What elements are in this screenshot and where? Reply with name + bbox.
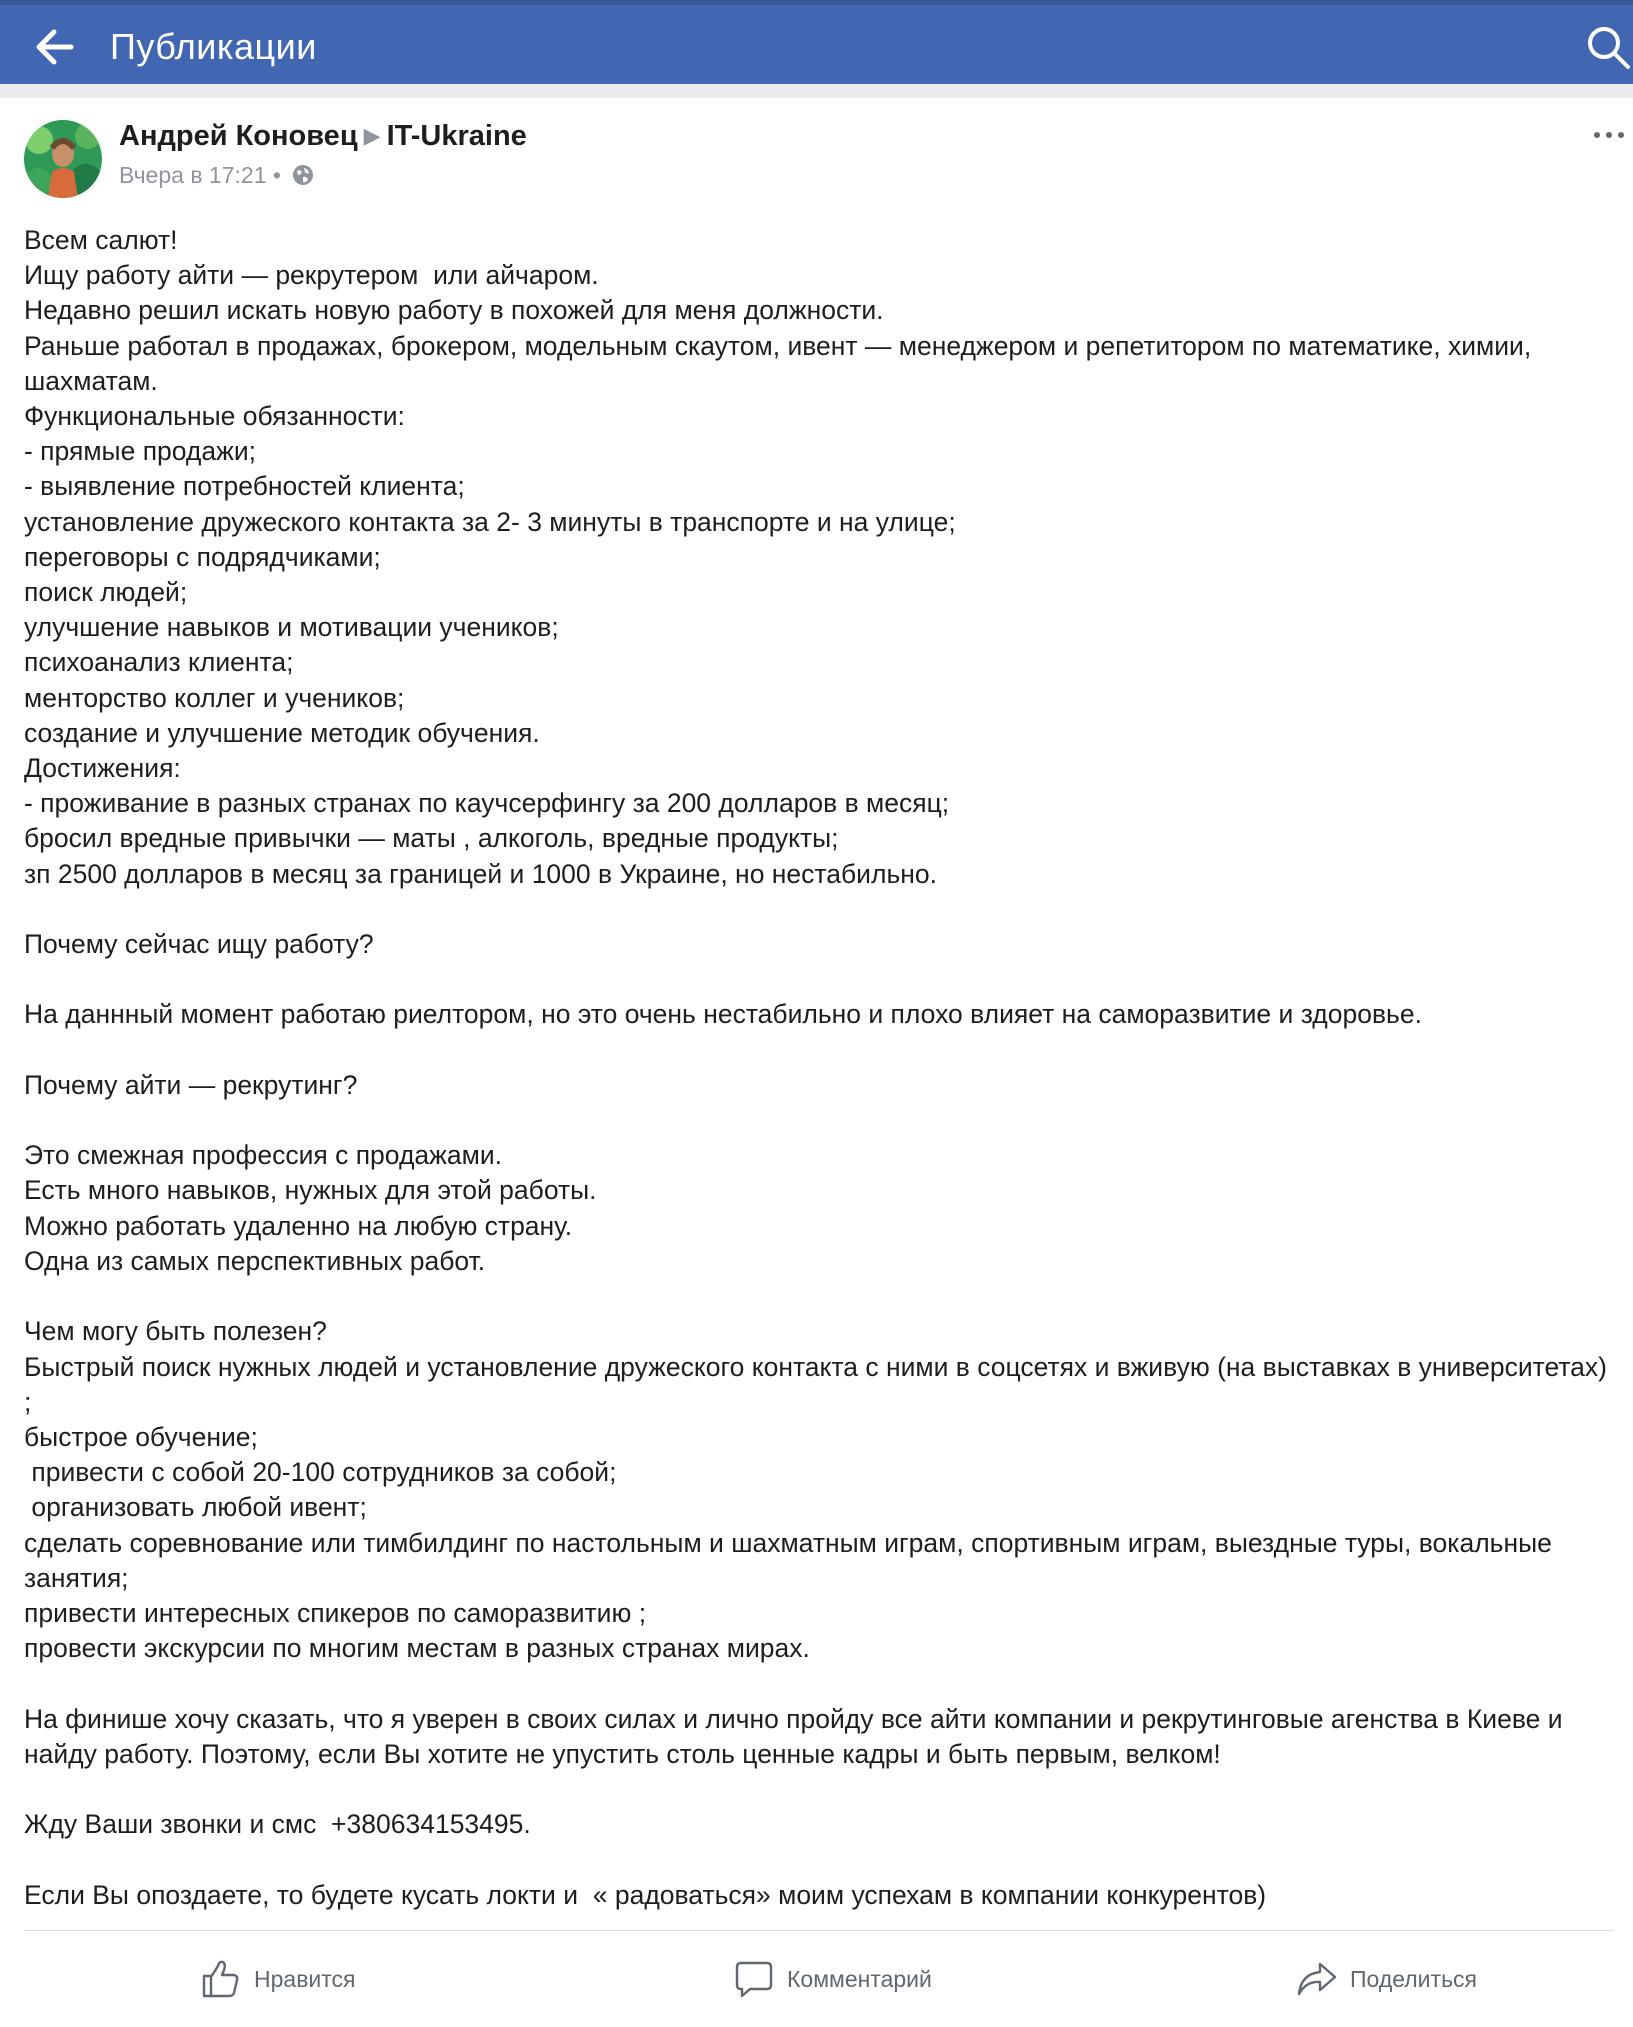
share-label: Поделиться: [1350, 1965, 1478, 1992]
post-meta: [119, 160, 315, 190]
author-name[interactable]: Андрей Коновец: [119, 120, 358, 152]
thumbs-up-icon: [200, 1958, 242, 2000]
globe-icon: [291, 163, 315, 187]
comment-button[interactable]: [733, 1957, 932, 2001]
meta-separator: •: [272, 162, 281, 188]
like-button[interactable]: [200, 1957, 356, 2001]
share-button[interactable]: [1296, 1957, 1477, 2001]
like-label: Нравится: [254, 1965, 356, 1992]
post-actions: [0, 1931, 1633, 2027]
search-icon[interactable]: [1584, 23, 1632, 71]
avatar-image: [24, 120, 102, 198]
post-card: [0, 98, 1633, 2027]
comment-icon: [733, 1958, 775, 2000]
timestamp[interactable]: Вчера в 17:21: [119, 162, 267, 188]
group-name[interactable]: IT-Ukraine: [386, 120, 527, 152]
avatar[interactable]: [24, 120, 102, 198]
back-arrow-icon[interactable]: [34, 29, 74, 65]
more-options-icon[interactable]: [1592, 130, 1626, 140]
share-icon: [1296, 1958, 1338, 2000]
post-text: Всем салют! Ищу работу айти — рекрутером или айчаром. Недавно решил искать новую работу в похожей для меня должности. Раньше работал в продажах, брокером, модельным скаутом, ивент — менеджером и репетитором по математике, химии, шахматам. Функциональные обязанности: - прямые продажи; - выявление потребностей клиента; установление дружеского контакта за 2- 3 минуты в транспорте и на улице; переговоры с подрядчиками; поиск людей; улучшение навыков и мотивации учеников; психоанализ клиента; менторство коллег и учеников; создание и улучшение методик обучения. Достижения: - проживание в разных странах по каучсерфингу за 200 долларов в месяц; бросил вредные привычки — маты , алкоголь, вредные продукты; зп 2500 долларов в месяц за границей и 1000 в Украине, но нестабильно. Почему сейчас ищу работу? На даннный момент работаю риелтором, но это очень нестабильно и плохо влияет на саморазвитие и здоровье. Почему айти — рекрутинг? Это смежная профессия с продажами. Есть много навыков, нужных для этой работы. Можно работать удаленно на любую страну. Одна из самых перспективных работ. Чем могу быть полезен? Быстрый поиск нужных людей и установление дружеского контакта с ними в соцсетях и вживую (на выставках в университетах) ; быстрое обучение; привести с собой 20-100 сотрудников за собой; организовать любой ивент; сделать соревнование или тимбилдинг по настольным и шахматным играм, спортивным играм, выездные туры, вокальные занятия; привести интересных спикеров по саморазвитию ; провести экскурсии по многим местам в разных странах мирах. На финише хочу сказать, что я уверен в своих силах и лично пройду все айти компании и рекрутинговые агенства в Киеве и найду работу. Поэтому, если Вы хотите не упустить столь ценные кадры и быть первым, велком! Жду Ваши звонки и смс +380634153495. Если Вы опоздаете, то будете кусать локти и « радоваться» моим успехам в компании конкурентов): [24, 225, 1607, 1910]
page-title: Публикации: [110, 26, 317, 67]
comment-label: Комментарий: [787, 1965, 932, 1992]
post-header: [119, 118, 527, 156]
app-bar: [0, 0, 1633, 84]
arrow-right-icon: ▶: [363, 123, 381, 148]
